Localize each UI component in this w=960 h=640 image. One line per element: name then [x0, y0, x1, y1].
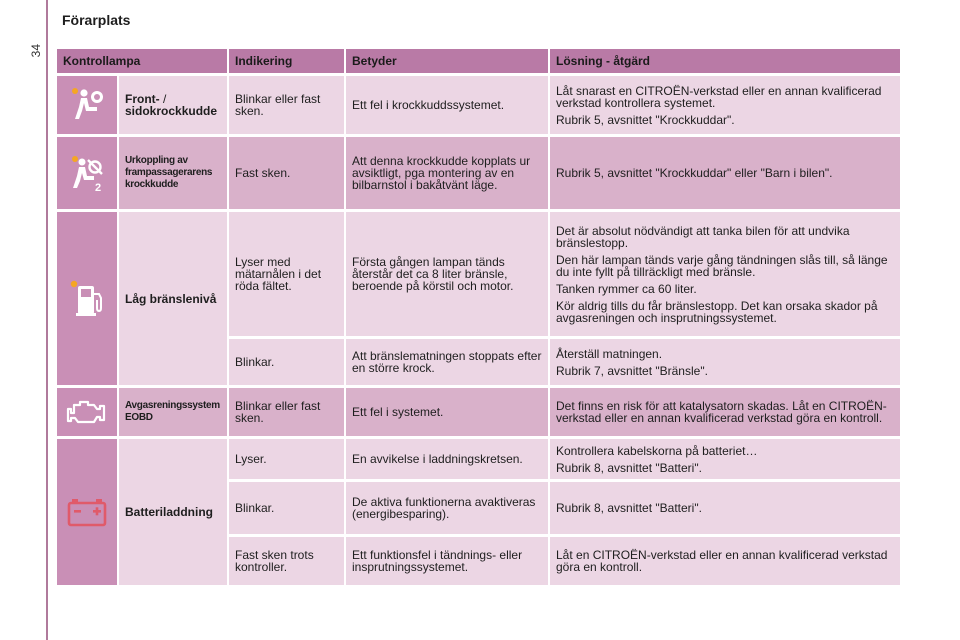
icon-cell: [57, 212, 119, 385]
passenger-airbag-off-icon: [57, 152, 117, 194]
table-row-low-fuel-on: [57, 212, 902, 336]
table-row-passenger-airbag-off: [57, 137, 902, 209]
solution-reference: Rubrik 7, avsnittet "Bränsle".: [556, 363, 708, 378]
lamp-name-line2: sidokrockkudde: [125, 104, 218, 118]
lamp-name-bold: Front-: [125, 92, 160, 106]
lamp-name-airbag: [119, 76, 229, 134]
table-row-battery-on: [57, 439, 902, 479]
indication-cell: Fast sken trots kontroller.: [229, 537, 346, 585]
solution-cell: [550, 439, 902, 479]
header-indikering: Indikering: [229, 49, 346, 73]
icon-cell: [57, 439, 119, 585]
lamp-name-low-fuel: Låg bränslenivå: [119, 212, 229, 385]
indication-cell: Blinkar.: [229, 482, 346, 534]
meaning-cell: En avvikelse i laddningskretsen.: [346, 439, 550, 479]
indication-cell: Lyser med mätarnålen i det röda fältet.: [229, 212, 346, 336]
solution-cell: Rubrik 5, avsnittet "Krockkuddar" eller "Barn i bilen".: [550, 137, 902, 209]
page-side-bar: [46, 0, 48, 640]
solution-text: Kontrollera kabelskorna på batteriet…: [556, 443, 758, 458]
battery-icon: [57, 497, 117, 527]
table-row-airbag: [57, 76, 902, 134]
indication-cell: Blinkar.: [229, 339, 346, 385]
warning-lamp-table: [57, 46, 902, 588]
meaning-cell: De aktiva funktionerna avaktiveras (energibesparing).: [346, 482, 550, 534]
solution-text: Det är absolut nödvändigt att tanka bilen för att undvika bränslestopp.: [556, 223, 850, 250]
svg-text:2: 2: [95, 182, 102, 194]
solution-text: Tanken rymmer ca 60 liter.: [556, 281, 697, 296]
engine-check-icon: [57, 395, 117, 429]
solution-text: Kör aldrig tills du får bränslestopp. Det kan orsaka skador på avgasreningen och insprutningssystemet.: [556, 298, 878, 325]
page-number: 34: [29, 44, 43, 58]
fuel-pump-icon: [57, 276, 117, 322]
header-kontrollampa: Kontrollampa: [57, 49, 229, 73]
table-header-row: [57, 49, 902, 73]
meaning-cell: Att bränslematningen stoppats efter en större krock.: [346, 339, 550, 385]
lamp-name-battery: Batteriladdning: [119, 439, 229, 585]
meaning-cell: Att denna krockkudde kopplats ur avsiktligt, pga montering av en bilbarnstol i bakåtvänt läge.: [346, 137, 550, 209]
meaning-cell: Första gången lampan tänds återstår det ca 8 liter bränsle, beroende på körstil och motor.: [346, 212, 550, 336]
solution-text: Återställ matningen.: [556, 346, 663, 361]
solution-cell: Låt en CITROËN-verkstad eller en annan kvalificerad verkstad göra en kontroll.: [550, 537, 902, 585]
airbag-warning-icon: [57, 85, 117, 125]
table-row-eobd: [57, 388, 902, 436]
indication-cell: Blinkar eller fast sken.: [229, 76, 346, 134]
indication-cell: Lyser.: [229, 439, 346, 479]
solution-text: Låt snarast en CITROËN-verkstad eller en annan kvalificerad verkstad kontrollera systemet.: [556, 83, 882, 110]
solution-reference: Rubrik 5, avsnittet "Krockkuddar".: [556, 112, 735, 127]
lamp-name-separator: /: [159, 92, 167, 106]
header-losning: Lösning - åtgärd: [550, 49, 902, 73]
section-title: Förarplats: [62, 12, 131, 28]
icon-cell: [57, 76, 119, 134]
indication-cell: Blinkar eller fast sken.: [229, 388, 346, 436]
solution-cell: Det finns en risk för att katalysatorn skadas. Låt en CITROËN-verkstad eller en annan kvalificerad verkstad göra en kontroll.: [550, 388, 902, 436]
icon-cell: [57, 137, 119, 209]
meaning-cell: Ett fel i krockkuddssystemet.: [346, 76, 550, 134]
lamp-name-eobd: Avgasreningssystem EOBD: [119, 388, 229, 436]
icon-cell: [57, 388, 119, 436]
meaning-cell: Ett funktionsfel i tändnings- eller insprutningssystemet.: [346, 537, 550, 585]
solution-reference: Rubrik 8, avsnittet "Batteri".: [556, 460, 702, 475]
solution-cell: [550, 76, 902, 134]
meaning-cell: Ett fel i systemet.: [346, 388, 550, 436]
solution-cell: [550, 339, 902, 385]
solution-cell: [550, 212, 902, 336]
solution-text: Den här lampan tänds varje gång tändningen slås till, så länge du inte fyllt på tillräckligt med bränsle.: [556, 252, 888, 279]
header-betyder: Betyder: [346, 49, 550, 73]
lamp-name-passenger-airbag-off: Urkoppling av frampassagerarens krockkudde: [119, 137, 229, 209]
solution-cell: Rubrik 8, avsnittet "Batteri".: [550, 482, 902, 534]
indication-cell: Fast sken.: [229, 137, 346, 209]
